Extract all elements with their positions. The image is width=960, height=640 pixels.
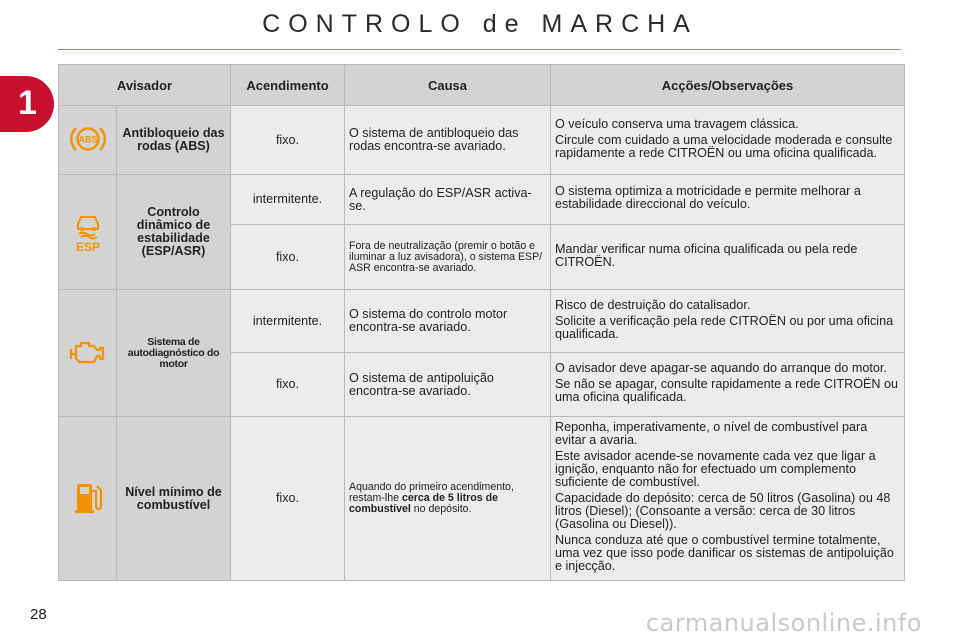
- watermark: carmanualsonline.info: [645, 609, 922, 637]
- cause-text-end: no depósito.: [410, 503, 472, 515]
- action-text: Nunca conduza até que o combustível termine totalmente, uma vez que isso pode danificar os sistemas de antipoluição e injecção.: [555, 533, 894, 573]
- cause-text: O sistema de antibloqueio das rodas encontra-se avariado.: [345, 106, 551, 175]
- page-number: 28: [30, 606, 47, 623]
- action-text: Risco de destruição do catalisador.: [555, 297, 751, 312]
- warning-name: Nível mínimo de combustível: [117, 417, 231, 581]
- actions-cell: [551, 353, 905, 417]
- engine-icon-cell: [59, 290, 117, 417]
- actions-cell: [551, 225, 905, 290]
- esp-warning-icon: [71, 209, 105, 253]
- cause-text: O sistema do controlo motor encontra-se avariado.: [345, 290, 551, 353]
- cause-text-bold: cerca de 5 litros de combustível: [349, 492, 498, 515]
- warning-name: Controlo dinâmico de estabilidade (ESP/ASR): [117, 175, 231, 290]
- action-text: Solicite a verificação pela rede CITROËN ou por uma oficina qualificada.: [555, 313, 894, 341]
- table-row: [59, 290, 905, 353]
- action-text: O veículo conserva uma travagem clássica.: [555, 116, 799, 131]
- fuel-warning-icon: [73, 479, 103, 515]
- action-text: Se não se apagar, consulte rapidamente a rede CITROËN ou uma oficina qualificada.: [555, 377, 899, 404]
- cause-text: Fora de neutralização (premir o botão e iluminar a luz avisadora), o sistema ESP/ ASR encontra-se avariado.: [345, 225, 551, 290]
- warning-lights-table: [58, 64, 905, 581]
- actions-cell: [551, 106, 905, 175]
- cause-text: O sistema de antipoluição encontra-se avariado.: [345, 353, 551, 417]
- cause-text-start: Aquando do primeiro acendimento, restam-lhe: [349, 481, 514, 504]
- warning-name: Antibloqueio das rodas (ABS): [117, 106, 231, 175]
- actions-cell: [551, 175, 905, 225]
- lighting-state: fixo.: [231, 106, 345, 175]
- fuel-icon-cell: [59, 417, 117, 581]
- actions-cell: [551, 417, 905, 581]
- engine-warning-icon: [67, 337, 109, 367]
- lighting-state: fixo.: [231, 225, 345, 290]
- esp-icon-cell: [59, 175, 117, 290]
- table-row: [59, 175, 905, 225]
- lighting-state: intermitente.: [231, 175, 345, 225]
- action-text: O avisador deve apagar-se aquando do arranque do motor.: [555, 361, 887, 375]
- warning-name: Sistema de autodiagnóstico do motor: [117, 290, 231, 417]
- table-row: [59, 106, 905, 175]
- lighting-state: fixo.: [231, 417, 345, 581]
- column-header-causa: Causa: [345, 65, 551, 106]
- chapter-number: 1: [18, 84, 37, 122]
- action-text: Este avisador acende-se novamente cada vez que ligar a ignição, enquanto não for efectuado um complemento suficiente de combustível.: [555, 449, 876, 489]
- page-title: CONTROLO de MARCHA: [262, 10, 698, 38]
- action-text: Reponha, imperativamente, o nível de combustível para evitar a avaria.: [555, 420, 868, 447]
- svg-text:ESP: ESP: [75, 239, 100, 253]
- title-divider: [58, 49, 901, 50]
- lighting-state: fixo.: [231, 353, 345, 417]
- table-row: [59, 417, 905, 581]
- column-header-avisador: Avisador: [59, 65, 231, 106]
- column-header-accoes: Acções/Observações: [551, 65, 905, 106]
- abs-icon-cell: [59, 106, 117, 175]
- actions-cell: [551, 290, 905, 353]
- column-header-acendimento: Acendimento: [231, 65, 345, 106]
- lighting-state: intermitente.: [231, 290, 345, 353]
- action-text: Circule com cuidado a uma velocidade moderada e consulte rapidamente a rede CITROËN ou uma oficina qualificada.: [555, 132, 893, 160]
- action-text: O sistema optimiza a motricidade e permite melhorar a estabilidade direccional do veículo.: [555, 184, 861, 211]
- action-text: Capacidade do depósito: cerca de 50 litros (Gasolina) ou 48 litros (Diesel); (Consoante a versão: cerca de 30 litros (Gasolina ou Diesel)).: [555, 491, 891, 531]
- cause-text: [345, 417, 551, 581]
- abs-warning-icon: [68, 122, 108, 156]
- svg-text:ABS: ABS: [77, 134, 98, 144]
- table-header-row: [59, 65, 905, 106]
- cause-text: A regulação do ESP/ASR activa-se.: [345, 175, 551, 225]
- action-text: Mandar verificar numa oficina qualificada ou pela rede CITROËN.: [555, 241, 858, 269]
- chapter-tab: [0, 76, 54, 132]
